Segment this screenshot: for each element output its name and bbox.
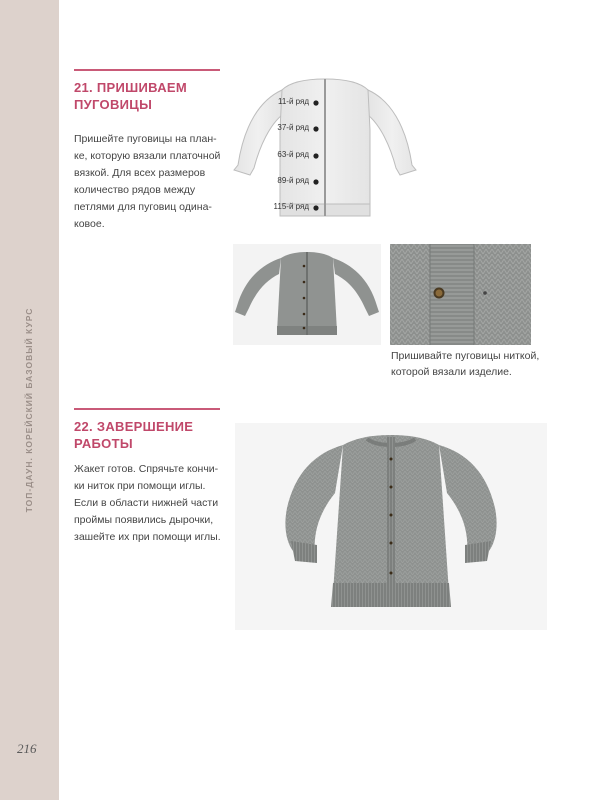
caption-line: Пришивайте пуговицы ниткой, bbox=[391, 350, 540, 362]
running-title: ТОП-ДАУН. КОРЕЙСКИЙ БАЗОВЫЙ КУРС bbox=[24, 307, 34, 513]
row-label-2: 37-й ряд bbox=[277, 123, 309, 132]
section-21-heading bbox=[74, 79, 187, 113]
row-label-3: 63-й ряд bbox=[277, 150, 309, 159]
cardigan-buttons-photo bbox=[233, 244, 381, 345]
section-22-heading bbox=[74, 418, 193, 452]
page-number: 216 bbox=[17, 741, 37, 756]
body-line: ке, которую вязали платочной bbox=[74, 150, 221, 162]
body-line: зашейте их при помощи иглы. bbox=[74, 531, 221, 543]
body-line: Пришейте пуговицы на план- bbox=[74, 133, 217, 145]
body-line: петлями для пуговиц одина- bbox=[74, 201, 212, 213]
body-line: количество рядов между bbox=[74, 184, 196, 196]
section-21-body bbox=[74, 131, 220, 233]
row-label-5: 115-й ряд bbox=[273, 202, 309, 211]
heading-line-1: 22. ЗАВЕРШЕНИЕ bbox=[74, 419, 194, 434]
heading-line-2: РАБОТЫ bbox=[74, 436, 133, 451]
heading-line-2: ПУГОВИЦЫ bbox=[74, 97, 153, 112]
section-21-rule bbox=[74, 69, 220, 71]
body-line: Жакет готов. Спрячьте кончи- bbox=[74, 463, 219, 475]
body-line: проймы появились дырочки, bbox=[74, 514, 214, 526]
finished-cardigan-photo bbox=[235, 423, 547, 630]
body-line: вязкой. Для всех размеров bbox=[74, 167, 206, 179]
section-22-body bbox=[74, 461, 221, 546]
row-label-4: 89-й ряд bbox=[277, 176, 309, 185]
section-22-rule bbox=[74, 408, 220, 410]
caption-line: которой вязали изделие. bbox=[391, 366, 512, 378]
body-line: ки ниток при помощи иглы. bbox=[74, 480, 206, 492]
sidebar bbox=[0, 0, 59, 800]
button-closeup-photo bbox=[390, 244, 531, 345]
heading-line-1: 21. ПРИШИВАЕМ bbox=[74, 80, 187, 95]
cardigan-outline-illustration bbox=[230, 70, 420, 240]
row-label-1: 11-й ряд bbox=[277, 97, 309, 106]
body-line: ковое. bbox=[74, 218, 105, 230]
cardigan-button-diagram bbox=[230, 70, 420, 240]
closeup-caption bbox=[391, 348, 539, 380]
body-line: Если в области нижней части bbox=[74, 497, 219, 509]
